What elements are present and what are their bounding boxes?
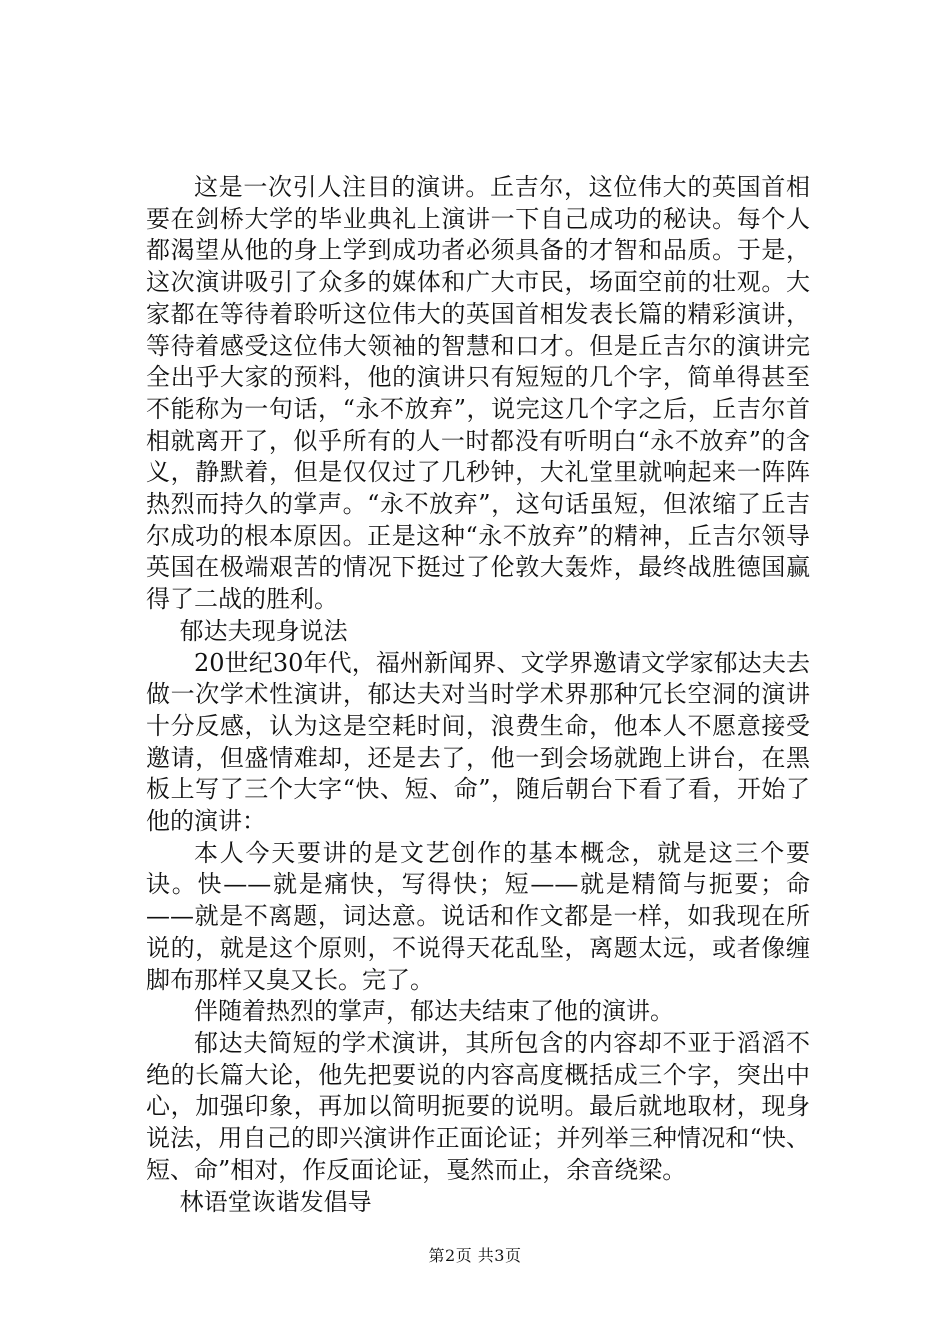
page-footer: 第2页 共3页 bbox=[428, 1246, 522, 1265]
paragraph-analysis: 郁达夫简短的学术演讲，其所包含的内容却不亚于滔滔不绝的长篇大论，他先把要说的内容高度概括成三个字，突出中心，加强印象，再加以简明扼要的说明。最后就地取材，现身说法，用自己的即兴演讲作正面论证；并列举三种情况和“快、短、命”相对，作反面论证，戛然而止，余音绕梁。 bbox=[146, 1028, 810, 1184]
section-heading-yu-dafu: 郁达夫现身说法 bbox=[179, 616, 348, 645]
paragraph-applause: 伴随着热烈的掌声，郁达夫结束了他的演讲。 bbox=[194, 997, 674, 1026]
paragraph-churchill: 这是一次引人注目的演讲。丘吉尔，这位伟大的英国首相要在剑桥大学的毕业典礼上演讲一下自己成功的秘诀。每个人都渴望从他的身上学到成功者必须具备的才智和品质。于是，这次演讲吸引了众多的媒体和广大市民，场面空前的壮观。大家都在等待着聆听这位伟大的英国首相发表长篇的精彩演讲，等待着感受这位伟大领袖的智慧和口才。但是丘吉尔的演讲完全出乎大家的预料，他的演讲只有短短的几个字，简单得甚至不能称为一句话，“永不放弃”，说完这几个字之后，丘吉尔首相就离开了，似乎所有的人一时都没有听明白“永不放弃”的含义，静默着，但是仅仅过了几秒钟，大礼堂里就响起来一阵阵热烈而持久的掌声。“永不放弃”，这句话虽短，但浓缩了丘吉尔成功的根本原因。正是这种“永不放弃”的精神，丘吉尔领导英国在极端艰苦的情况下挺过了伦敦大轰炸，最终战胜德国赢得了二战的胜利。 bbox=[146, 173, 810, 614]
section-heading-lin-yutang: 林语堂诙谐发倡导 bbox=[179, 1187, 372, 1216]
paragraph-yu-dafu-intro: 20世纪30年代，福州新闻界、文学界邀请文学家郁达夫去做一次学术性演讲，郁达夫对当时学术界那种冗长空洞的演讲十分反感，认为这是空耗时间，浪费生命，他本人不愿意接受邀请，但盛情难却，还是去了，他一到会场就跑上讲台，在黑板上写了三个大字“快、短、命”，随后朝台下看了看，开始了他的演讲： bbox=[146, 648, 810, 836]
paragraph-yu-dafu-speech: 本人今天要讲的是文艺创作的基本概念，就是这三个要诀。快——就是痛快，写得快；短——就是精简与扼要；命——就是不离题，词达意。说话和作文都是一样，如我现在所说的，就是这个原则，不说得天花乱坠，离题太远，或者像缠脚布那样又臭又长。完了。 bbox=[146, 838, 810, 994]
document-body bbox=[146, 172, 810, 1218]
